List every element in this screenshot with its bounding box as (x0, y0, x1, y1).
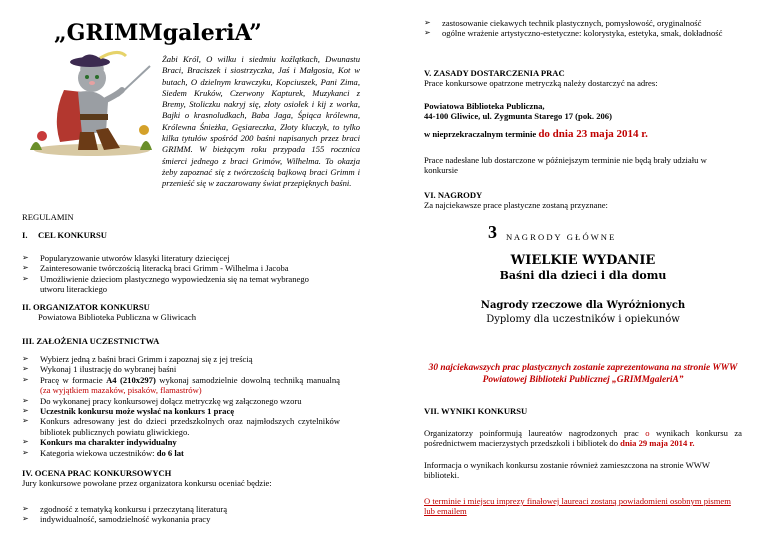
arrow-bullet-icon: ➢ (22, 354, 29, 363)
address-line-2: 44-100 Gliwice, ul. Zygmunta Starego 17 (pok. 206) (424, 111, 612, 121)
prize-title: WIELKIE WYDANIE (510, 253, 656, 268)
puss-in-boots-illustration (22, 46, 158, 158)
list-item: ➢ Wykonaj 1 ilustrację do wybranej baśni (22, 364, 177, 375)
list-item: ➢ Kategoria wiekowa uczestników: do 6 lat (22, 447, 184, 458)
address-line-1: Powiatowa Biblioteka Publiczna, (424, 101, 545, 111)
arrow-bullet-icon: ➢ (424, 18, 431, 27)
section-2-text: Powiatowa Biblioteka Publiczna w Gliwicach (38, 312, 196, 322)
secondary-prize-subtitle: Dyplomy dla uczestników i opiekunów (486, 314, 680, 325)
arrow-bullet-icon: ➢ (22, 437, 29, 447)
list-item: ➢ Konkurs adresowany jest do dzieci przedszkolnych oraz najmłodszych czytelników bibliotek publicznych powiatu gliwickiego. (22, 416, 340, 437)
section-7-text: Organizatorzy poinformują laureatów nagrodzonych prac o wynikach konkursu za pośrednictwem macierzystych przedszkoli i bibliotek do dnia 29 maja 2014 r. (424, 428, 742, 449)
section-5-text: Prace konkursowe opatrzone metryczką należy dostarczyć na adres: (424, 78, 658, 88)
section-4-text: Jury konkursowe powołane przez organizatora konkursu oceniać będzie: (22, 478, 272, 488)
prize-label: N A G R O D Y G Ł Ó W N E (506, 232, 615, 242)
list-item: ➢ Pracę w formacie A4 (210x297) wykonaj samodzielnie dowolną techniką manualną (za wyjątkiem mazaków, pisaków, flamastrów) (22, 374, 340, 396)
list-item: ➢ Umożliwienie dzieciom plastycznego wypowiedzenia się na temat wybranego utworu literackiego (22, 273, 309, 295)
list-item: ➢ Do wykonanej pracy konkursowej dołącz metryczkę wg załączonego wzoru (22, 395, 302, 406)
section-1-list (22, 253, 322, 295)
arrow-bullet-icon: ➢ (22, 395, 29, 405)
exhibition-note: 30 najciekawszych prac plastycznych zostanie zaprezentowana na stronie WWW Powiatowej Biblioteki Publicznej „GRIMMgaleriA” (428, 363, 738, 385)
page-title: „GRIMMgaleriA” (54, 20, 262, 46)
intro-story-text (162, 54, 360, 190)
section-4-list (22, 504, 340, 525)
section-1-title: CEL KONKURSU (38, 230, 108, 240)
arrow-bullet-icon: ➢ (22, 406, 29, 416)
list-item: ➢ Zainteresowanie twórczością literacką braci Grimm - Wilhelma i Jacoba (22, 263, 289, 274)
list-item: ➢ Uczestnik konkursu może wysłać na konkurs 1 pracę (22, 406, 235, 417)
section-7-info: Informacja o wynikach konkursu zostanie również zamieszczona na stronie WWW biblioteki. (424, 460, 710, 481)
arrow-bullet-icon: ➢ (22, 416, 29, 426)
list-item: ➢ zastosowanie ciekawych technik plastycznych, pomysłowość, oryginalność (424, 18, 702, 28)
arrow-bullet-icon: ➢ (22, 273, 29, 283)
section-3-title: III. ZAŁOŻENIA UCZESTNICTWA (22, 336, 160, 346)
section-1-number: I. (22, 230, 28, 240)
list-item: ➢ Konkurs ma charakter indywidualny (22, 437, 177, 448)
arrow-bullet-icon: ➢ (22, 514, 29, 524)
arrow-bullet-icon: ➢ (424, 28, 431, 38)
arrow-bullet-icon: ➢ (22, 253, 29, 262)
prize-subtitle: Baśni dla dzieci i dla domu (499, 269, 667, 282)
section-3-list (22, 354, 340, 458)
regulamin-heading: REGULAMIN (22, 212, 74, 222)
secondary-prize-title: Nagrody rzeczowe dla Wyróżnionych (480, 300, 686, 311)
section-5-title: V. ZASADY DOSTARCZENIA PRAC (424, 68, 565, 78)
section-6-text: Za najciekawsze prace plastyczne zostaną przyznane: (424, 200, 608, 210)
section-4-title: IV. OCENA PRAC KONKURSOWYCH (22, 468, 172, 478)
list-item: ➢ Popularyzowanie utworów klasyki literatury dziecięcej (22, 253, 230, 263)
list-item: ➢ ogólne wrażenie artystyczno-estetyczne: kolorystyka, estetyka, smak, dokładność (424, 28, 723, 39)
late-submission-note: Prace nadesłane lub dostarczone w późniejszym terminie nie będą brały udziału w konkursie (424, 155, 707, 176)
prize-count: 3 (488, 222, 497, 242)
deadline-line: w nieprzekraczalnym terminie do dnia 23 maja 2014 r. (424, 128, 648, 140)
arrow-bullet-icon: ➢ (22, 364, 29, 374)
section-2-title: II. ORGANIZATOR KONKURSU (22, 302, 150, 312)
list-item: ➢ zgodność z tematyką konkursu i przeczytaną literaturą (22, 504, 228, 514)
list-item: ➢ indywidualność, samodzielność wykonania pracy (22, 514, 211, 525)
arrow-bullet-icon: ➢ (22, 263, 29, 273)
final-event-note: O terminie i miejscu imprezy finałowej laureaci zostaną powiadomieni osobnym pismem lub emailem (424, 496, 731, 517)
criteria-list-continued (424, 18, 742, 39)
arrow-bullet-icon: ➢ (22, 447, 29, 457)
intro-story: Żabi Król, O wilku i siedmiu koźlątkach, Dwunastu Braci, Braciszek i siostrzyczka, Jaś i Małgosia, Kot w butach, O dzielnym krawczyku, Kopciuszek, Pani Zima, Siedem Kruków, Czerwony Kapturek, Muzykanci z Bremy, Stoliczku nakryj się, złoty osiołek i kij z worka, Bajki o krasnoludkach, Baba Jaga, Śpiąca królewna, Królewna Śnieżka, Gęsiareczka, Złoty kluczyk, to tylko kilka tytułów spośród 200 baśni napisanych przez braci GRIMM. W bieżącym roku przypada 155 rocznica śmierci jednego z braci Grimów, Wilhelma. To okazja żeby zapoznać się z twórczością bajkową braci Grimm i przenieść się w zaczarowany świat przepięknych baśni. (162, 54, 360, 189)
section-7-title: VII. WYNIKI KONKURSU (424, 406, 528, 416)
deadline-date: do dnia 23 maja 2014 r. (538, 128, 648, 140)
arrow-bullet-icon: ➢ (22, 504, 29, 513)
arrow-bullet-icon: ➢ (22, 374, 29, 384)
list-item: ➢ Wybierz jedną z baśni braci Grimm i zapoznaj się z jej treścią (22, 354, 253, 364)
section-6-title: VI. NAGRODY (424, 190, 483, 200)
